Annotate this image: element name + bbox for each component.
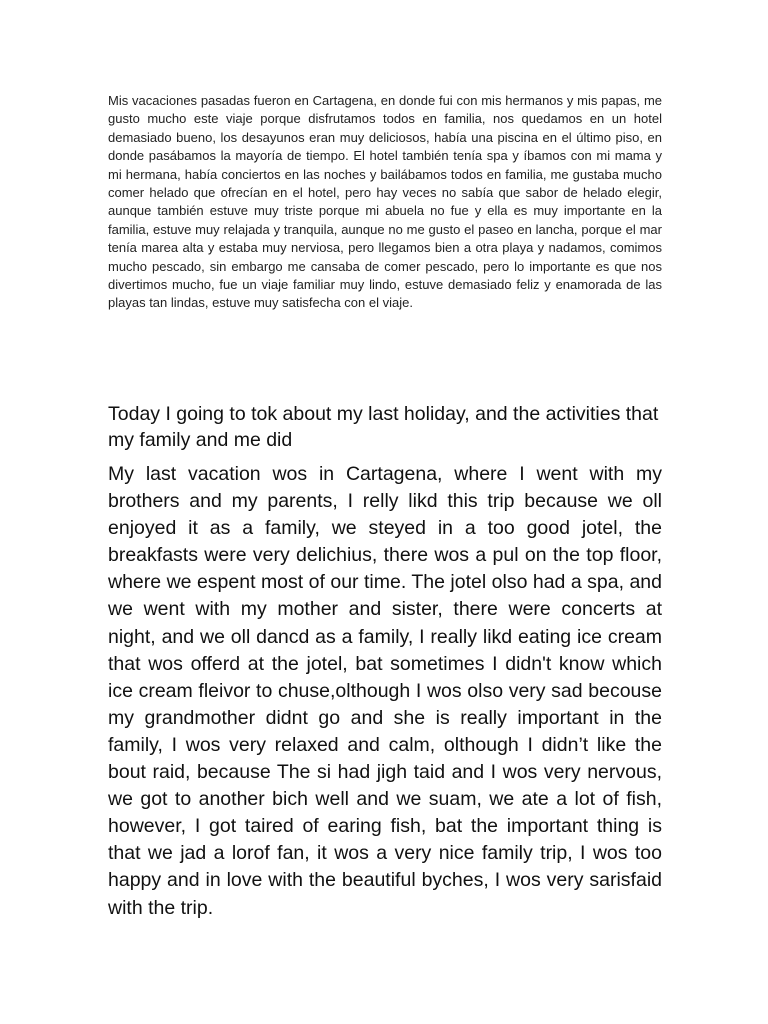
english-paragraph: My last vacation wos in Cartagena, where I went with my brothers and my parents, I relly likd this trip because we oll enjoyed it as a family, we steyed in a too good jotel, the breakfasts were very delichius, there wos a pul on the top floor, where we espent most of our time. The jotel olso had a spa, and we went with my mother and sister, there were concerts at night, and we oll dancd as a family, I really likd eating ice cream that wos offerd at the jotel, bat sometimes I didn't know which ice cream fleivor to chuse,olthough I wos olso very sad becouse my grandmother didnt go and she is really important in the family, I wos very relaxed and calm, olthough I didn’t like the bout raid, because The si had jigh taid and I wos very nervous, we got to another bich well and we suam, we ate a lot of fish, however, I got taired of earing fish, bat the important thing is that we jad a lorof fan, it wos a very nice family trip, I wos too happy and in love with the beautiful byches, I wos very sarisfaid with the trip.	[108, 463, 662, 919]
spanish-paragraph: Mis vacaciones pasadas fueron en Cartagena, en donde fui con mis hermanos y mis papas, me gusto mucho este viaje porque disfrutamos todos en familia, nos quedamos en un hotel demasiado bueno, los desayunos eran muy deliciosos, había una piscina en el último piso, en donde pasábamos la mayoría de tiempo. El hotel también tenía spa y íbamos con mi mama y mi hermana, había conciertos en las noches y bailábamos todos en familia, me gustaba mucho comer helado que ofrecían en el hotel, pero hay veces no sabía que sabor de helado elegir, aunque también estuve muy triste porque mi abuela no fue y ella es muy importante en la familia, estuve muy relajada y tranquila, aunque no me gusto el paseo en lancha, porque el mar tenía marea alta y estaba muy nerviosa, pero llegamos bien a otra playa y nadamos, comimos mucho pescado, sin embargo me cansaba de comer pescado, pero lo importante es que nos divertimos mucho, fue un viaje familiar muy lindo, estuve demasiado feliz y enamorada de las playas tan lindas, estuve muy satisfecha con el viaje.	[108, 93, 662, 311]
english-heading: Today I going to tok about my last holiday, and the activities that my family and me did	[108, 403, 659, 451]
